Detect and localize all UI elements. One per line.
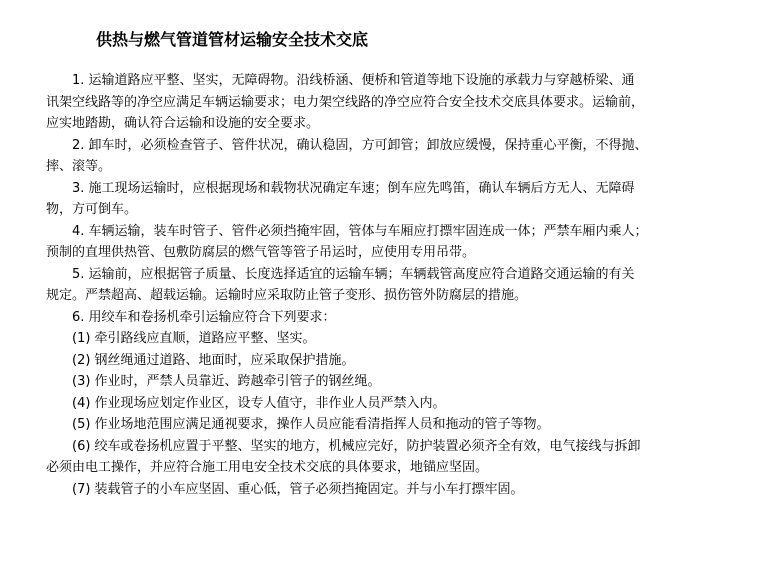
sub-item-7: (7) 装载管子的小车应坚固、重心低，管子必须挡掩固定。并与小车打摽牢固。 bbox=[72, 481, 524, 497]
sub-item-1: (1) 牵引路线应直顺，道路应平整、坚实。 bbox=[72, 331, 316, 346]
paragraph-2-line-2: 摔、滚等。 bbox=[46, 159, 112, 174]
paragraph-3-line-2: 物，方可倒车。 bbox=[46, 202, 138, 217]
paragraph-5-line-1: 5. 运输前，应根据管子质量、长度选择适宜的运输车辆；车辆载管高度应符合道路交通运输的有关 bbox=[72, 266, 635, 282]
paragraph-5-line-2: 规定。严禁超高、超载运输。运输时应采取防止管子变形、损伤管外防腐层的措施。 bbox=[46, 288, 528, 303]
document-title: 供热与燃气管道管材运输安全技术交底 bbox=[96, 30, 369, 49]
document-body bbox=[46, 70, 726, 500]
paragraph-1-line-1: 1. 运输道路应平整、坚实，无障碍物。沿线桥涵、便桥和管道等地下设施的承载力与穿越桥梁、通 bbox=[72, 73, 635, 88]
sub-item-6-line-1: (6) 绞车或卷扬机应置于平整、坚实的地方，机械应完好，防护装置必须齐全有效，电气接线与拆卸 bbox=[72, 438, 641, 454]
sub-item-3: (3) 作业时，严禁人员靠近、跨越牵引管子的钢丝绳。 bbox=[72, 374, 381, 389]
paragraph-6-heading: 6. 用绞车和卷扬机牵引运输应符合下列要求： bbox=[72, 309, 336, 325]
paragraph-4-line-1: 4. 车辆运输，装车时管子、管件必须挡掩牢固，管体与车厢应打摽牢固连成一体；严禁车厢内乘人； bbox=[72, 223, 648, 239]
paragraph-2-line-1: 2. 卸车时，必须检查管子、管件状况，确认稳固，方可卸管；卸放应缓慢，保持重心平衡，不得抛、 bbox=[72, 137, 648, 153]
sub-item-4: (4) 作业现场应划定作业区，设专人值守，非作业人员严禁入内。 bbox=[72, 395, 446, 411]
paragraph-1-line-2: 讯架空线路等的净空应满足车辆运输要求；电力架空线路的净空应符合安全技术交底具体要求。运输前， bbox=[46, 94, 645, 110]
paragraph-4-line-2: 预制的直埋供热管、包敷防腐层的燃气管等管子吊运时，应使用专用吊带。 bbox=[46, 245, 476, 260]
sub-item-6-line-2: 必须由电工操作，并应符合施工用电安全技术交底的具体要求，地锚应坚固。 bbox=[46, 460, 489, 475]
sub-item-5: (5) 作业场地范围应满足通视要求，操作人员应能看清指挥人员和拖动的管子等物。 bbox=[72, 417, 550, 432]
paragraph-1-line-3: 应实地踏勘，确认符合运输和设施的安全要求。 bbox=[46, 116, 320, 131]
paragraph-3-line-1: 3. 施工现场运输时，应根据现场和载物状况确定车速；倒车应先鸣笛，确认车辆后方无人、无障碍 bbox=[72, 180, 635, 196]
sub-item-2: (2) 钢丝绳通过道路、地面时，应采取保护措施。 bbox=[72, 352, 355, 368]
